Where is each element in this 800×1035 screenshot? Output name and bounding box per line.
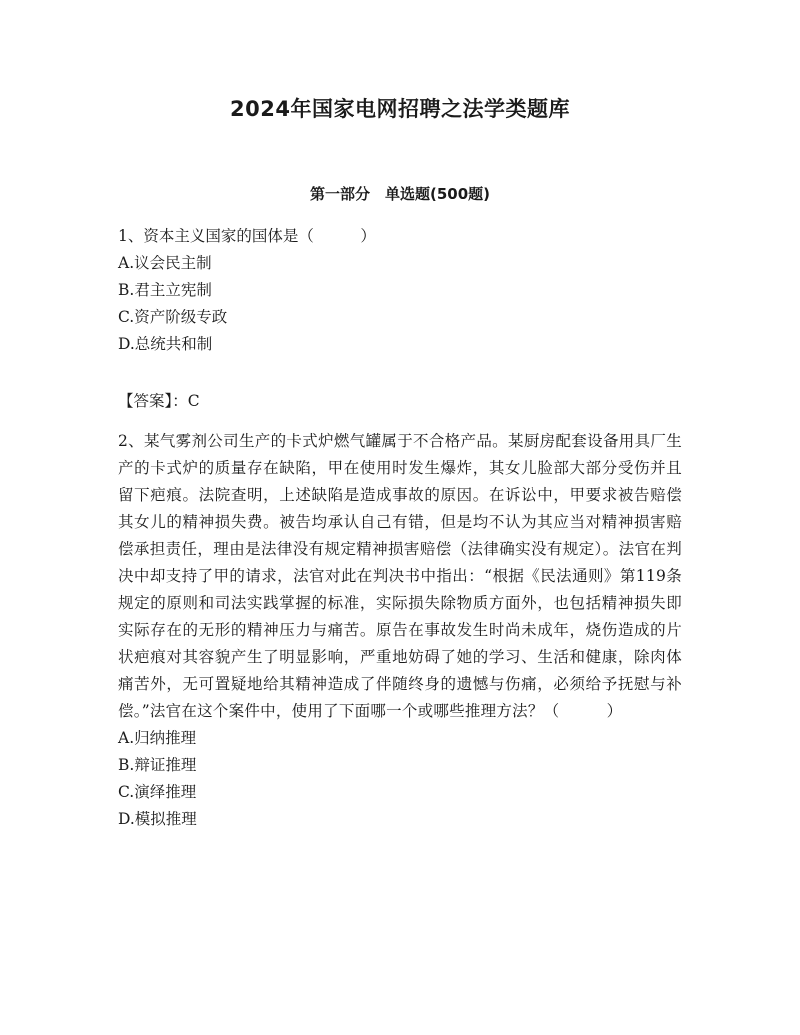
question-1-option-c: C.资产阶级专政	[118, 308, 228, 326]
document-title: 2024年国家电网招聘之法学类题库	[230, 97, 570, 121]
question-1-option-d: D.总统共和制	[118, 335, 213, 353]
section-heading: 第一部分 单选题(500题)	[309, 185, 491, 203]
question-1	[118, 223, 682, 358]
question-2-option-a: A.归纳推理	[118, 729, 197, 747]
question-2-option-d: D.模拟推理	[118, 810, 197, 828]
question-1-option-a: A.议会民主制	[118, 254, 212, 272]
question-1-answer-block	[118, 388, 682, 415]
question-1-answer: 【答案】：C	[118, 392, 200, 410]
question-1-stem: 1、资本主义国家的国体是（ ）	[118, 227, 376, 245]
question-1-option-b: B.君主立宪制	[118, 281, 212, 299]
question-2-option-b: B.辩证推理	[118, 756, 197, 774]
question-2-option-c: C.演绎推理	[118, 783, 197, 801]
question-2	[118, 428, 682, 833]
question-2-stem: 2、某气雾剂公司生产的卡式炉燃气罐属于不合格产品。某厨房配套设备用具厂生产的卡式炉的质量存在缺陷，甲在使用时发生爆炸，其女儿脸部大部分受伤并且留下疤痕。法院查明，上述缺陷是造成事故的原因。在诉讼中，甲要求被告赔偿其女儿的精神损失费。被告均承认自己有错，但是均不认为其应当对精神损害赔偿承担责任，理由是法律没有规定精神损害赔偿（法律确实没有规定）。法官在判决中却支持了甲的请求，法官对此在判决书中指出：“根据《民法通则》第119条规定的原则和司法实践掌握的标准，实际损失除物质方面外，也包括精神损失即实际存在的无形的精神压力与痛苦。原告在事故发生时尚未成年，烧伤造成的片状疤痕对其容貌产生了明显影响，严重地妨碍了她的学习、生活和健康，除肉体痛苦外，无可置疑地给其精神造成了伴随终身的遗憾与伤痛，必须给予抚慰与补偿。”法官在这个案件中，使用了下面哪一个或哪些推理方法？（ ）	[118, 432, 682, 720]
